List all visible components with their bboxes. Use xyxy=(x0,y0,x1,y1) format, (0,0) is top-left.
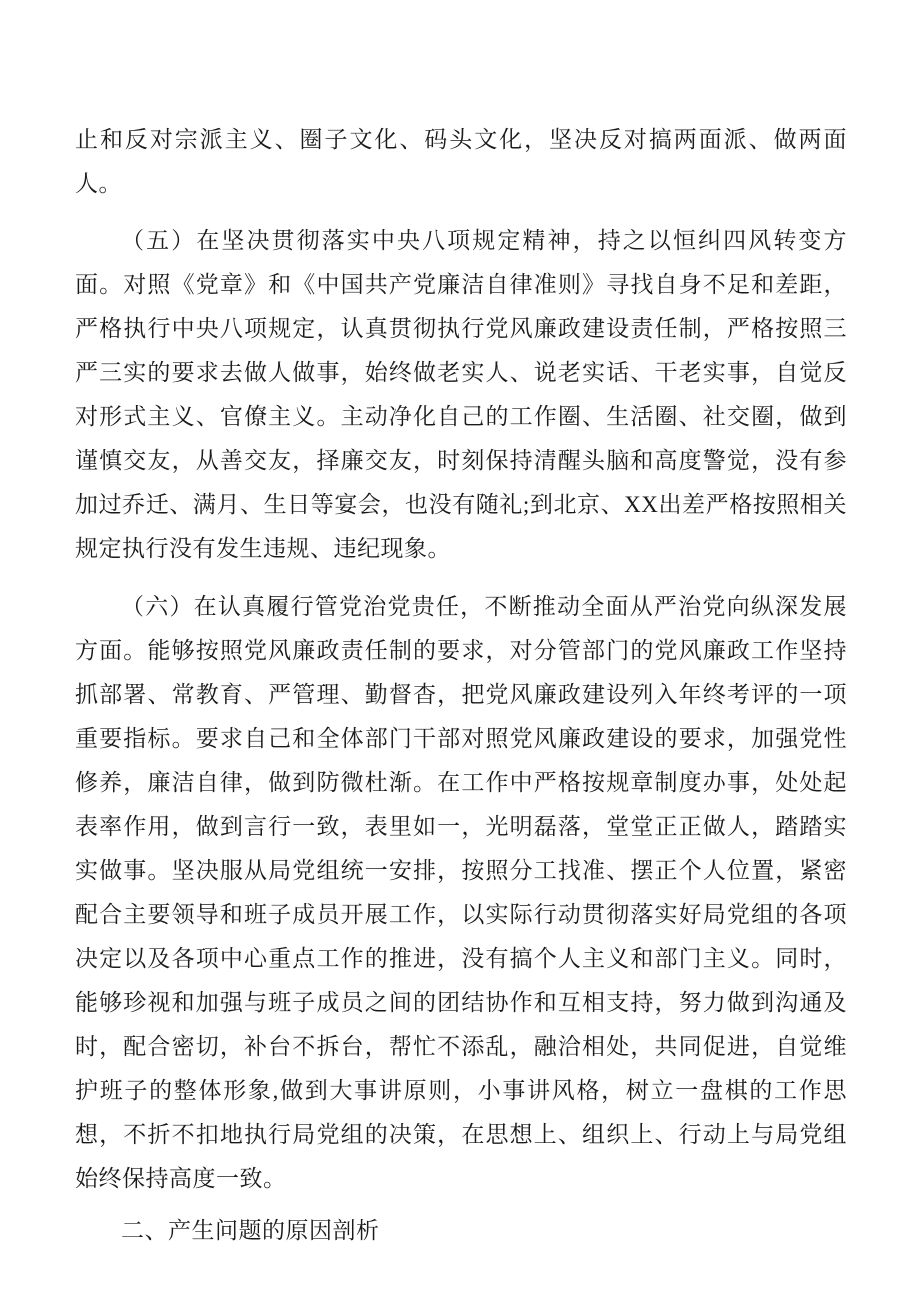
section-heading-2: 二、产生问题的原因剖析 xyxy=(121,1218,380,1243)
paragraph-section-6: （六）在认真履行管党治党贵任，不断推动全面从严治党向纵深发展方面。能够按照党风廉政责任制的要求，对分管部门的党风廉政工作坚持抓部署、常教育、严管理、勤督杳，把党风廉政建设列入年终考评的一项重要指标。要求自己和全体部门干部对照党风廉政建设的要求，加强党性修养，廉洁自律，做到防微杜渐。在工作中严格按规章制度办事，处处起表率作用，做到言行一致，表里如一，光明磊落，堂堂正正做人，踏踏实实做事。坚决服从局党组统一安排，按照分工找准、摆正个人位置，紧密配合主要领导和班子成员开展工作，以实际行动贯彻落实好局党组的各项决定以及各项中心重点工作的推进，没有搞个人主义和部门主义。同时，能够珍视和加强与班子成员之间的团结协作和互相支持，努力做到沟通及时，配合密切，补台不拆台，帮忙不添乱，融洽相处，共同促进，自觉维护班子的整体形象,做到大事讲原则，小事讲风格，树立一盘棋的工作思想，不折不扣地执行局党组的决策，在思想上、组织上、行动上与局党组始终保持高度一致。 xyxy=(75,594,847,1191)
paragraph-continuation: 止和反对宗派主义、圈子文化、码头文化，坚决反对搞两面派、做两面人。 xyxy=(75,127,847,196)
paragraph-section-5: （五）在坚决贯彻落实中央八项规定精神，持之以恒纠四风转变方面。对照《党章》和《中国共产党廉洁自律准则》寻找自身不足和差距，严格执行中央八项规定，认真贯彻执行党风廉政建设责任制，严格按照三严三实的要求去做人做事，始终做老实人、说老实话、干老实事，自觉反对形式主义、官僚主义。主动净化自己的工作圈、生活圈、社交圈，做到谨慎交友，从善交友，择廉交友，时刻保持清醒头脑和高度警觉，没有参加过乔迁、满月、生日等宴会，也没有随礼;到北京、XX出差严格按照相关规定执行没有发生违规、违纪现象。 xyxy=(75,228,847,561)
